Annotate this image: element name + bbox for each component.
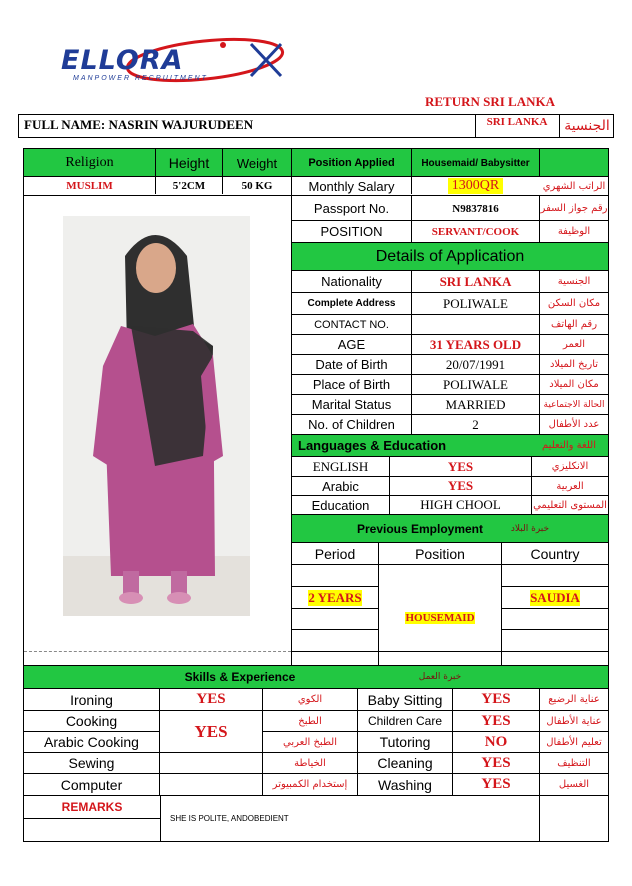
skill-ironing-ar: الكوي — [297, 694, 323, 705]
nationality-label: Nationality — [321, 274, 382, 289]
col-period: Period — [314, 545, 356, 562]
passport-value: N9837816 — [452, 202, 499, 215]
nationality-value: SRI LANKA — [439, 273, 512, 289]
marital-value: MARRIED — [445, 396, 506, 412]
children-label: No. of Children — [308, 417, 395, 432]
dob-value: 20/07/1991 — [445, 356, 506, 372]
skill-tutoring: Tutoring — [379, 734, 431, 750]
marital-ar: الحالة الاجتماعية — [543, 399, 605, 410]
skill-tutoring-ar: تعليم الأطفال — [546, 736, 602, 748]
skill-baby-sitting-value: YES — [481, 691, 511, 707]
education-value: HIGH CHOOL — [420, 497, 501, 512]
remarks-value: SHE IS POLITE, ANDOBEDIENT — [170, 813, 289, 823]
skill-ironing-value: YES — [196, 691, 226, 707]
skill-computer-ar: إستخدام الكمبيوتر — [272, 779, 348, 790]
position-ar: الوظيفة — [557, 226, 591, 237]
contact-value — [412, 315, 539, 334]
salary-ar: الراتب الشهري — [542, 180, 606, 192]
skill-arabic-cooking: Arabic Cooking — [44, 734, 139, 750]
children-value: 2 — [472, 416, 479, 432]
details-title: Details of Application — [292, 243, 608, 270]
employment-title: Previous Employment — [356, 521, 484, 536]
employment-title-ar: خبرة البلاد — [510, 523, 550, 534]
skill-cleaning-value: YES — [481, 754, 511, 771]
employment-position: HOUSEMAID — [405, 612, 475, 624]
pob-value: POLIWALE — [443, 376, 508, 392]
header-position-applied: Position Applied — [308, 157, 395, 169]
dob-label: Date of Birth — [315, 357, 388, 372]
remarks-label: REMARKS — [61, 800, 123, 814]
contact-ar: رقم الهاتف — [550, 319, 598, 330]
children-ar: عدد الأطفال — [548, 419, 600, 430]
nationality-top: SRI LANKA — [486, 116, 548, 128]
marital-label: Marital Status — [311, 397, 392, 412]
logo-tagline: MANPOWER RECRUITMENT — [73, 75, 208, 82]
skill-washing-ar: الغسيل — [558, 779, 590, 790]
header-weight: Weight — [236, 155, 278, 171]
arabic-label: Arabic — [322, 478, 359, 494]
skill-arabic-cooking-ar: الطبخ العربي — [283, 736, 337, 748]
col-country: Country — [530, 545, 580, 562]
header-height: Height — [168, 155, 210, 171]
position-value: SERVANT/COOK — [431, 225, 520, 238]
skill-baby-sitting-ar: عناية الرضيع — [548, 694, 600, 705]
skill-cooking-value: YES — [194, 721, 228, 741]
employment-country: SAUDIA — [530, 589, 580, 605]
languages-title-ar: اللغة والتعليم — [542, 440, 596, 451]
header-religion: Religion — [65, 155, 114, 170]
salary-value: 1300QR — [448, 178, 503, 194]
skill-tutoring-value: NO — [484, 733, 508, 750]
english-ar: الانكليزي — [551, 461, 589, 472]
passport-label: Passport No. — [313, 201, 390, 216]
full-name: FULL NAME: NASRIN WAJURUDEEN — [24, 117, 254, 132]
arabic-ar: العربية — [556, 480, 584, 492]
header-position-value: Housemaid/ Babysitter — [421, 157, 530, 169]
address-label: Complete Address — [307, 298, 396, 309]
skill-children-care-ar: عناية الأطفال — [546, 715, 602, 727]
skill-sewing: Sewing — [68, 755, 115, 771]
education-label: Education — [311, 497, 370, 513]
english-value: YES — [447, 458, 474, 474]
age-label: AGE — [337, 337, 366, 352]
arabic-value: YES — [447, 478, 474, 493]
nationality-ar: الجنسية — [557, 276, 591, 287]
skill-computer: Computer — [60, 776, 123, 793]
skill-children-care: Children Care — [367, 714, 443, 728]
skill-cleaning-ar: التنظيف — [557, 757, 591, 769]
contact-label: CONTACT NO. — [314, 318, 389, 331]
weight-value: 50 KG — [241, 180, 273, 192]
skills-title: Skills & Experience — [184, 670, 296, 684]
age-ar: العمر — [563, 339, 585, 350]
skill-ironing: Ironing — [70, 691, 113, 708]
pob-ar: مكان الميلاد — [549, 379, 599, 390]
skill-baby-sitting: Baby Sitting — [367, 691, 443, 708]
dob-ar: تاريخ الميلاد — [549, 359, 599, 370]
position-label: POSITION — [320, 224, 383, 239]
skill-cooking-ar: الطبخ — [298, 715, 322, 727]
logo-brand: ELLORA — [61, 45, 184, 76]
nationality-top-ar: الجنسية — [564, 118, 610, 134]
height-value: 5'2CM — [172, 180, 206, 192]
education-ar: المستوى التعليمي — [533, 499, 607, 511]
col-position: Position — [415, 545, 465, 562]
skill-children-care-value: YES — [481, 712, 511, 729]
pob-label: Place of Birth — [312, 377, 391, 392]
return-title: RETURN SRI LANKA — [424, 94, 556, 109]
passport-ar: رقم جواز السفر — [540, 203, 608, 214]
skill-cleaning: Cleaning — [377, 755, 433, 771]
salary-label: Monthly Salary — [308, 178, 395, 194]
employment-period: 2 YEARS — [308, 589, 362, 605]
religion-value: MUSLIM — [66, 180, 113, 192]
address-value: POLIWALE — [443, 295, 508, 311]
candidate-photo — [63, 216, 250, 616]
skill-cooking: Cooking — [65, 713, 118, 729]
company-logo — [55, 36, 295, 86]
skill-washing-value: YES — [481, 776, 511, 792]
english-label: ENGLISH — [312, 458, 369, 474]
age-value: 31 YEARS OLD — [429, 336, 522, 352]
address-ar: مكان السكن — [547, 298, 601, 309]
skill-sewing-ar: الخياطة — [294, 757, 326, 769]
skills-title-ar: خبرة العمل — [418, 672, 462, 682]
languages-title: Languages & Education — [298, 438, 447, 453]
skill-washing: Washing — [378, 776, 432, 793]
